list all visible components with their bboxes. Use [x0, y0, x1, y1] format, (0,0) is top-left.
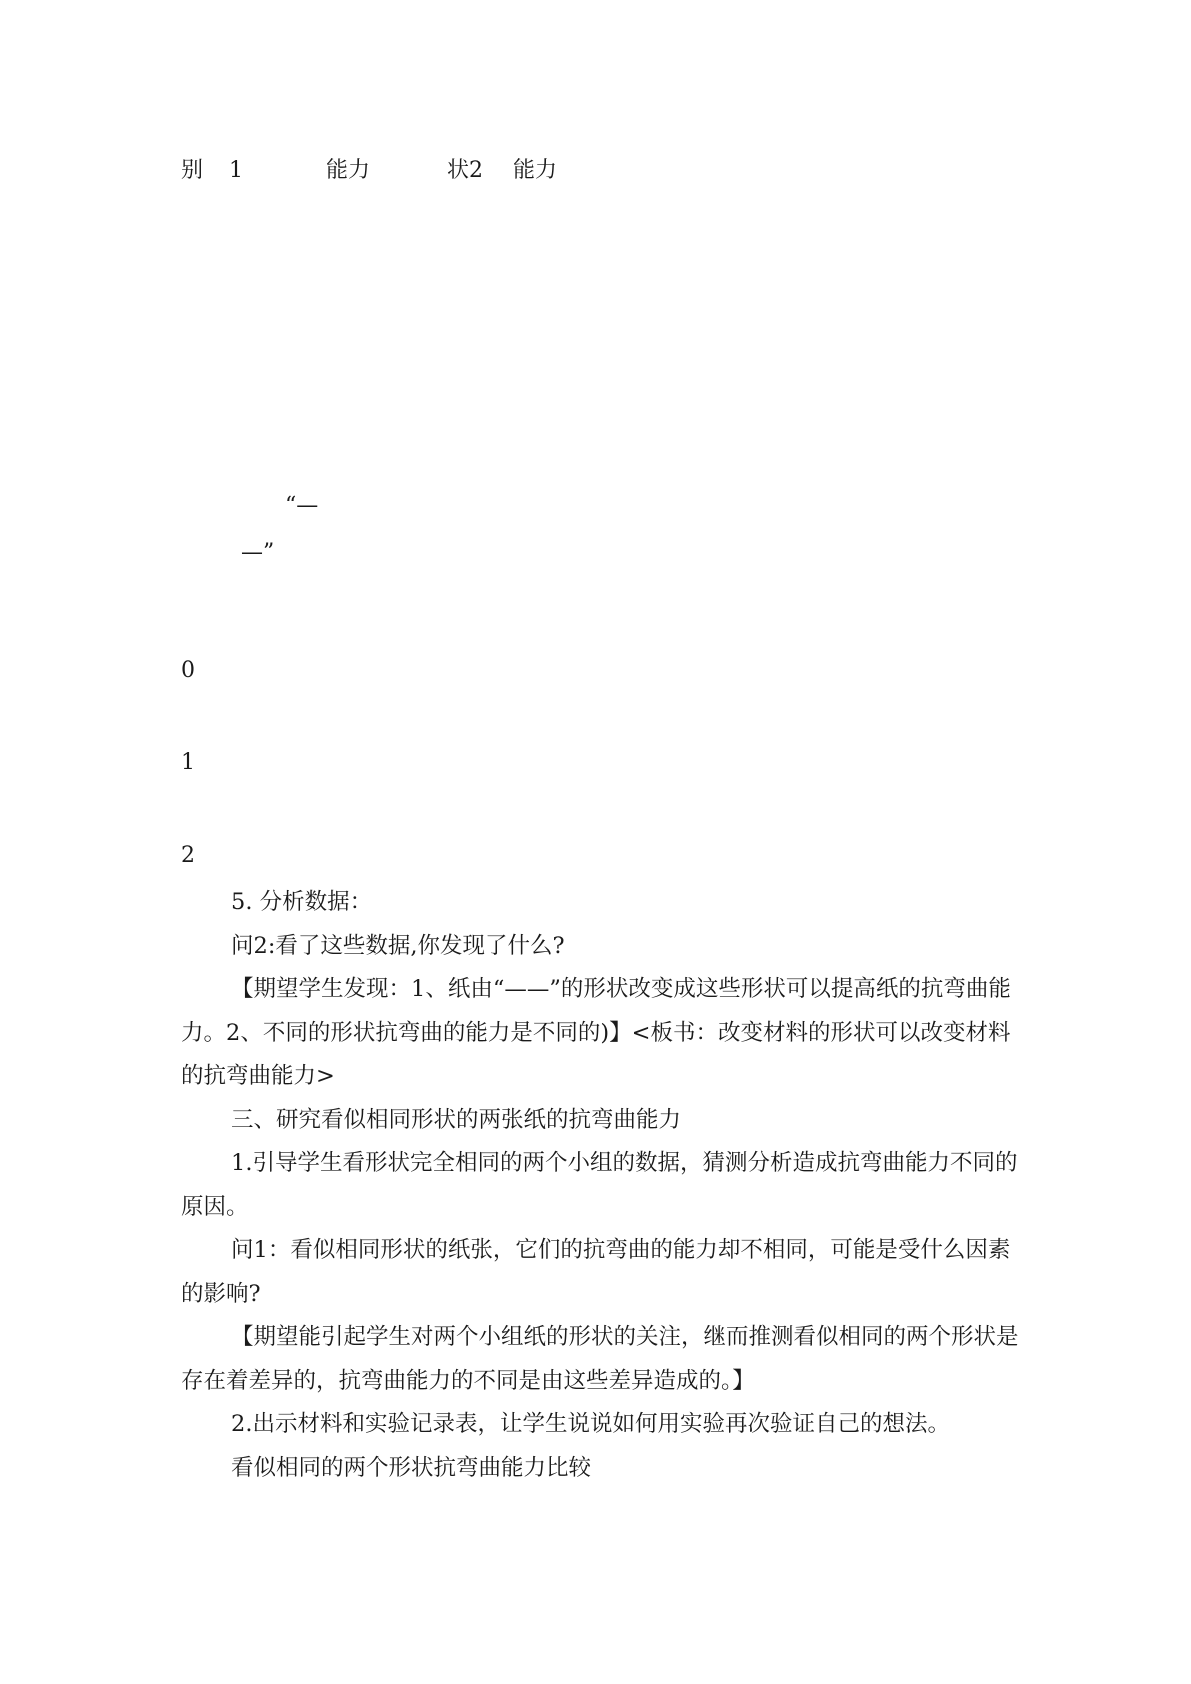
table-header-cell-number: 1	[229, 158, 243, 183]
table-header-cell-ability-1: 能力	[326, 158, 371, 183]
paragraph-table-caption: 看似相同的两个形状抗弯曲能力比较	[231, 1454, 592, 1481]
paragraph-section-three: 三、研究看似相同形状的两张纸的抗弯曲能力	[231, 1106, 682, 1133]
paragraph-step-1: 1.引导学生看形状完全相同的两个小组的数据，猜测分析造成抗弯曲能力不同的原因。	[181, 1150, 1018, 1220]
table-header-cell-ability-2: 能力	[513, 158, 558, 183]
table-header-cell-group: 别	[181, 158, 204, 183]
row-number-1: 1	[181, 750, 195, 775]
paragraph-question-2: 问2:看了这些数据,你发现了什么?	[231, 932, 565, 959]
table-header-cell-shape-2: 状2	[447, 158, 483, 183]
body-text	[181, 881, 1021, 1490]
paragraph-analyze-data: 5. 分析数据：	[231, 889, 373, 915]
quote-shape-open: “—	[285, 493, 319, 518]
row-number-0: 0	[181, 658, 195, 683]
paragraph-expected-attention: 【期望能引起学生对两个小组纸的形状的关注，继而推测看似相同的两个形状是存在着差异的，抗弯曲能力的不同是由这些差异造成的。】	[181, 1324, 1019, 1394]
paragraph-expected-findings: 【期望学生发现：1、纸由“——”的形状改变成这些形状可以提高纸的抗弯曲能力。2、不同的形状抗弯曲的能力是不同的)】<板书：改变材料的形状可以改变材料的抗弯曲能力>	[181, 976, 1011, 1089]
row-number-2: 2	[181, 843, 195, 868]
paragraph-question-1: 问1：看似相同形状的纸张，它们的抗弯曲的能力却不相同，可能是受什么因素的影响?	[181, 1237, 1011, 1307]
quote-shape-close: —”	[241, 540, 275, 565]
paragraph-step-2: 2.出示材料和实验记录表，让学生说说如何用实验再次验证自己的想法。	[231, 1411, 950, 1437]
